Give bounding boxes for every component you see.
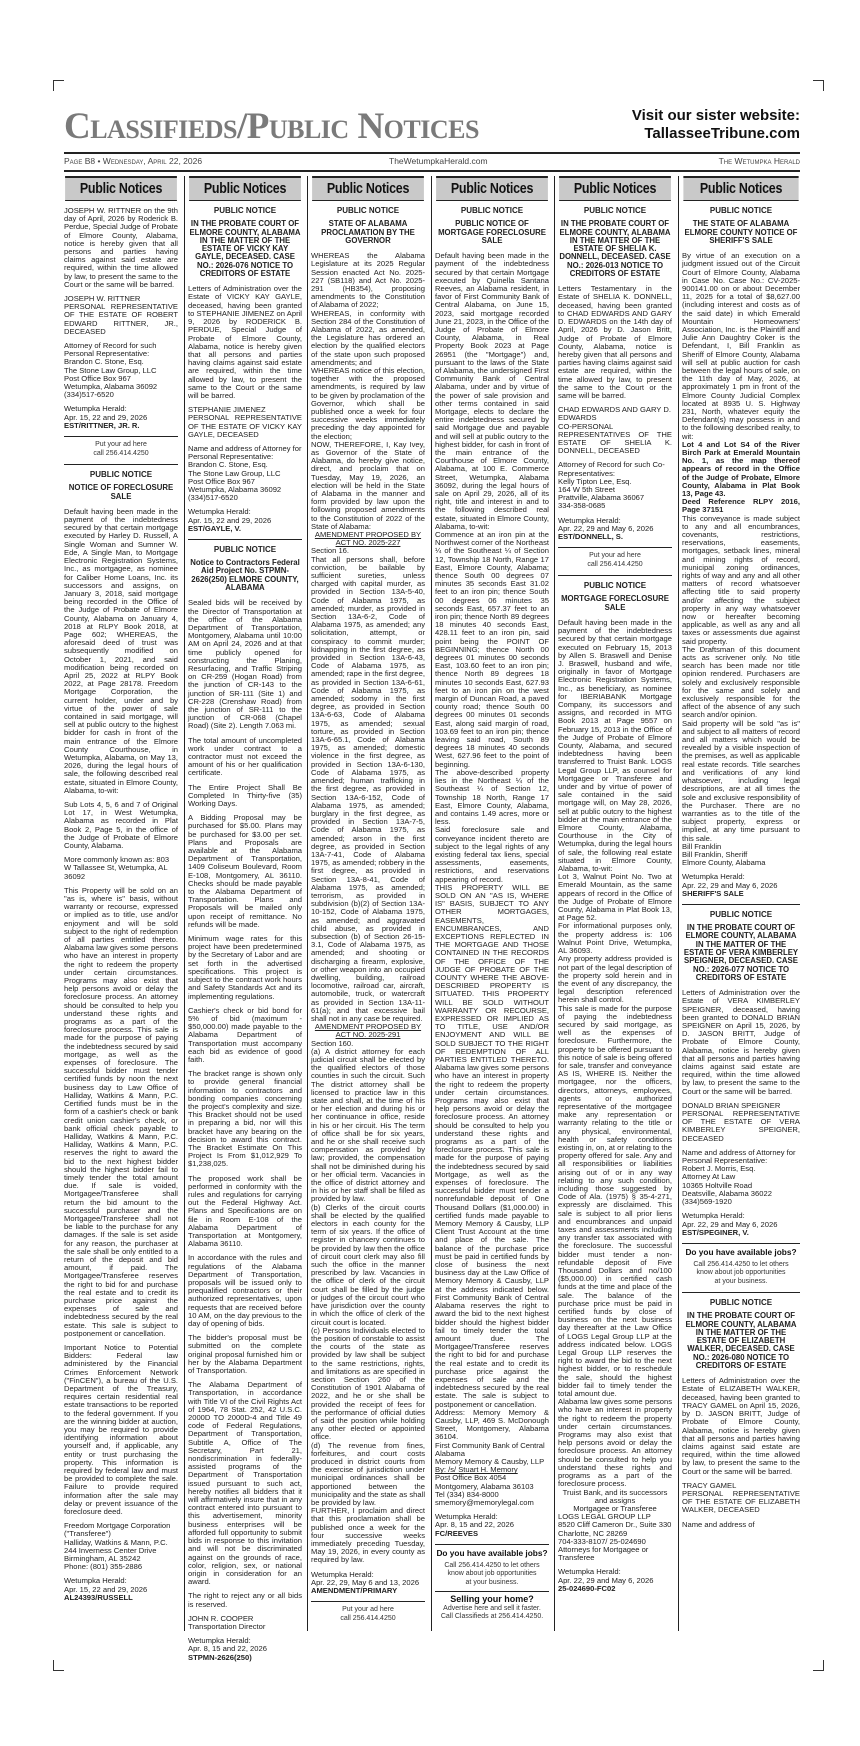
signature-line: Freedom Mortgage Corporation ("Transferee"): [64, 1521, 171, 1539]
notice-title: IN THE PROBATE COURT OF ELMORE COUNTY, ALABAMA IN THE MATTER OF THE ESTATE OF ELIZABETH WALKER, DECEASED. CASE NO.: 2026-080 NOTICE TO CREDITORS OF ESTATE: [685, 1311, 797, 1370]
publication-name: Wetumpka Herald:: [682, 1211, 745, 1221]
notice-body: (a) A district attorney for each judicial circuit shall be elected by the qualified electors of those counties in such the circuit. Such The district attorney shall be licensed to practice law in this state and shall, at the time of his or her election and during his or her continuance in office, reside in his or her circuit. His The term of office shall be for six years, and he or she shall receive such compensation as provided by law; provided, the compensation shall not be diminished during his or her official term. Vacancies in the office of district attorney and in his or her staff shall be filled as provided by law.: [311, 1046, 425, 1204]
notice-code: 25-024690-FC02: [558, 1583, 616, 1593]
put-your-ad-here-filler[interactable]: [558, 547, 672, 573]
signature-line: Bill Franklin: [682, 841, 722, 851]
publication-dates: Apr. 22, 29 and May 6, 2026: [682, 880, 778, 890]
attorney-name: Robert J. Morris, Esq.: [682, 1164, 756, 1174]
publication-dates: Apr. 15, 22 and 29, 2026: [188, 515, 272, 525]
attorney-block: [64, 342, 178, 399]
crop-mark-bottom-left: [53, 1660, 64, 1671]
selling-home-ad-filler[interactable]: [435, 1591, 549, 1626]
attorney-firm: The Stone Law Group, LLC: [64, 365, 157, 375]
notice-terms: THIS PROPERTY WILL BE SOLD ON AN "AS IS, WHERE IS" BASIS, SUBJECT TO ANY OTHER MORTGAGES, EASEMENTS, ENCUMBRANCES, AND EXCEPTIONS REFLECTED IN THE MORTGAGE AND THOSE CONTAINED IN THE RECORDS OF THE OFFICE OF THE JUDGE OF PROBATE OF THE COUNTY WHERE THE ABOVE-DESCRIBED PROPERTY IS SITUATED. THIS PROPERTY WILL BE SOLD WITHOUT WARRANTY OR RECOURSE, EXPRESSED OR IMPLIED AS TO TITLE, USE AND/OR ENJOYMENT AND WILL BE SOLD SUBJECT TO THE RIGHT OF REDEMPTION OF ALL PARTIES ENTITLED THERETO. Alabama law gives some persons who have an interest in property the right to redeem the property under certain circumstances. Programs may also exist that help persons avoid or delay the foreclosure process. An attorney should be consulted to help you understand these rights and programs as a part of the foreclosure process. This sale is made for the purpose of paying the indebtedness secured by said Mortgage, as well as the expenses of foreclosure. The successful bidder must tender a nonrefundable deposit of One Thousand Dollars ($1,000.00) in certified funds made payable to Memory Memory & Causby, LLP Client Trust Account at the time and place of the sale. The balance of the purchase price must be paid in certified funds by close of business the next business day at the Law Office of Memory Memory & Causby, LLP at the address indicated below. First Community Bank of Central Alabama reserves the right to award the bid to the next highest bidder should the highest bidder fail to timely tender the total amount due. The Mortgagee/Transferee reserves the right to bid for and purchase the real estate and to credit its purchase price against the expenses of sale and the indebtedness secured by the real estate. The sale is subject to postponement or cancellation.: [435, 882, 549, 1409]
sister-website-promo: [632, 107, 800, 143]
notice-legal-description: Lot 3, Walnut Point No. Two at Emerald Mountain, as the same appears of record in the Office of the Judge of Probate of Elmore County, Alabama in Plat Book 13, at Page 52.: [558, 872, 672, 923]
publication-name: Wetumpka Herald:: [64, 404, 127, 414]
notice-heading: PUBLIC NOTICE: [709, 1298, 773, 1307]
notice-columns: [64, 176, 800, 1662]
public-notices-header: Public Notices: [683, 176, 798, 201]
column-rule: [431, 176, 432, 1631]
notice-title: IN THE PROBATE COURT OF ELMORE COUNTY, ALABAMA IN THE MATTER OF THE ESTATE OF SHELIA K. DONNELL, DECEASED. CASE NO.: 2026-013 NOTICE TO CREDITORS OF ESTATE: [559, 219, 671, 278]
divider: [558, 575, 672, 576]
notice-property-address: More commonly known as: 803 W Tallassee St, Wetumpka, AL 36092: [64, 855, 170, 881]
notice-body: The bidder's proposal must be submitted on the complete original proposal furnished him or her by the Alabama Department of Transportation.: [188, 1333, 302, 1376]
attorney-firm: The Stone Law Group, LLC: [188, 468, 281, 478]
home-ad-line: Call Classifieds at 256.414.4250.: [440, 1613, 544, 1621]
ad-filler-phone: call 256.414.4250: [587, 560, 643, 568]
public-notices-header: Public Notices: [312, 176, 424, 201]
attorney-address: 164 W 5th Street: [558, 484, 615, 494]
notice-signature: [188, 406, 302, 439]
attorney-block: [188, 445, 302, 502]
notice-signature: [682, 1482, 800, 1515]
attorney-address: Post Office Box 967: [188, 476, 255, 486]
signature-line: Bill Franklin, Sheriff: [682, 849, 748, 859]
notice-title: IN THE PROBATE COURT OF ELMORE COUNTY, ALABAMA IN THE MATTER OF THE ESTATE OF VICKY KAY GAYLE, DECEASED. CASE NO.: 2026-076 NOTICE TO CREDITORS OF ESTATE: [189, 219, 301, 278]
folio-rule: [64, 170, 800, 172]
divider: [188, 539, 302, 540]
signature-line: Halliday, Watkins & Mann, P.C.: [64, 1537, 168, 1547]
signature-line: Montgomery, Alabama 36103: [435, 1481, 534, 1491]
deed-reference: Deed Reference RLPY 2016, Page 37151: [682, 497, 800, 515]
publication-info: [64, 1577, 178, 1602]
attorney-block: [682, 1149, 800, 1206]
attorney-phone: 334-358-0685: [558, 501, 606, 511]
notice-title: PUBLIC NOTICE OF MORTGAGE FORECLOSURE SALE: [438, 219, 546, 245]
signature-name: STEPHANIE JIMENEZ: [188, 405, 266, 415]
attorney-label: Name and address of Attorney for Personal Representative:: [682, 1147, 796, 1166]
notice-code: AMENDMENT/PRIMARY: [311, 1586, 398, 1595]
notice-legal-description: Lot 4 and Lot S4 of the River Birch Park at Emerald Mountain No. 1, as the map thereof appears of record in the Office of the Judge of Probate, Elmore County, Alabama in Plat Book 13, Page 43.: [682, 439, 800, 498]
notice-signature: [558, 406, 672, 455]
notice-body: JOSEPH W. RITTNER on the 9th day of April, 2026 by Roderick B. Perdue, Special Judge of Probate of Elmore County, Alabama, notice is hereby given that all persons and parties having claims against said estate are required, within the time allowed by law, to present the same to the Court or the same will be barred.: [64, 206, 178, 289]
notice-body: Said foreclosure sale and conveyance incident thereto are subject to the legal rights of any existing federal tax liens, special assessments, easements, restrictions, and reservations appearing of record.: [435, 825, 549, 884]
publication-name: Wetumpka Herald:: [558, 1567, 621, 1577]
column-rule: [184, 176, 185, 1631]
signature-line: Memory Memory & Causby, LLP: [435, 1456, 545, 1466]
signature-line: Phone: (801) 355-2886: [64, 1562, 143, 1572]
jobs-ad-line: Call 256.414.4250 to let others: [693, 1261, 789, 1269]
signature-line: First Community Bank of Central Alabama: [435, 1440, 545, 1458]
notice-signature: [188, 1615, 302, 1631]
website-url[interactable]: TheWetumpkaHerald.com: [389, 156, 488, 166]
divider: [682, 904, 800, 905]
jobs-ad-heading: Do you have available jobs?: [436, 1547, 548, 1558]
notice-body: (b) Clerks of the circuit courts shall be elected by the qualified electors in each county for the term of six years. If the office of register in chancery continues to be provided by law then the office of circuit court clerk may also fill such the office in the manner prescribed by law. Vacancies in the office of clerk of the circuit court shall be filled by the judge or judges of the circuit court who have jurisdiction over the county in which the office of clerk of the circuit court is located.: [311, 1202, 425, 1327]
notice-body: (c) Persons Individuals elected to the position of constable to assist the courts of the state as provided by law shall be subject to the same restrictions, rights, and limitations as are specified in section Section 260 of the Constitution of 1901 Alabama of 2022, and he or she shall be provided the receipt of fees for the performance of official duties of said the position while holding any other elected or appointed office.: [311, 1325, 425, 1442]
signature-line: Elmore County, Alabama: [682, 858, 766, 868]
ad-filler-phone: call 256.414.4250: [340, 1614, 396, 1622]
publication-dates: Apr. 22, 29 and May 6, 2026: [558, 1575, 654, 1585]
jobs-ad-filler[interactable]: [435, 1544, 549, 1591]
notice-body: Said property will be sold "as is" and subject to all matters of record and all matters which would be revealed by a visible inspection of the premises, as well as applicable real estate records. Title searches and verifications of any kind whatsoever, including legal descriptions, are at all times the sole and exclusive responsibility of the Purchaser. There are no warranties as to the title of the subject property, express or implied, at any time pursuant to this sale.: [682, 718, 800, 843]
publication-info: [435, 1513, 549, 1538]
put-your-ad-here-filler[interactable]: [64, 436, 178, 462]
notice-title: THE STATE OF ALABAMA ELMORE COUNTY NOTICE OF SHERIFF'S SALE: [684, 219, 798, 245]
notice-code: SHERIFF'S SALE: [682, 888, 744, 898]
notice-body: By virtue of an execution on a judgment issued out of the Circuit Court of Elmore County, Alabama in Case No. Case No.: CV-2025-900141.00 on or about December 11, 2025 for a total of $8,627.00 (including interest and costs as of the said date) in which Emerald Mountain Homeowners' Association, Inc. is the Plaintiff and Julie Ann Daughtry Coker is the Defendant, I, Bill Franklin as Sheriff of Elmore County, Alabama will sell at public auction for cash between the legal hours of sale, on the 11th day of May, 2026, at approximately 1 pm in front of the Elmore County Judicial Complex located at 8935 U. S. Highway 231, North, whatever equity the Defendant(s) may possess in and to the following described realty, to wit:: [682, 251, 800, 441]
notice-heading: PUBLIC NOTICE: [213, 206, 277, 215]
notice-body: The proposed work shall be performed in conformity with the rules and regulations for carrying out the Federal Highway Act. Plans and Specifications are on file in Room E-108 of the Alabama Department of Transportation at Montgomery, Alabama 36110.: [188, 1173, 302, 1249]
publication-info: [682, 873, 800, 898]
attorney-label: Name and address of: [682, 1519, 755, 1529]
column-rule: [678, 176, 679, 1631]
jobs-ad-heading: Do you have available jobs?: [685, 1246, 797, 1257]
publication-name: Wetumpka Herald:: [64, 1576, 127, 1586]
put-your-ad-here-filler[interactable]: [311, 1601, 425, 1627]
notice-legal-description: Commence at an iron pin at the Northwest corner of the Northeast ¼ of the Southeast ¼ of Section 12, Township 18 North, Range 17 East, Elmore County, Alabama; thence South 00 degrees 07 minutes 35 seconds East 31.02 feet to an iron pin; thence South 00 degrees 06 minutes 35 seconds East, 657.37 feet to an iron pin; thence North 89 degrees 18 minutes 40 seconds East, 428.11 feet to an iron pin, said point being the POINT OF BEGINNING; thence North 00 degrees 01 minutes 00 seconds East, 103.60 feet to an iron pin; thence North 89 degrees 18 minutes 10 seconds East, 627.93 feet to an iron pin on the west margin of Duncan Road, a paved county road; thence South 00 degrees 00 minutes 01 seconds East, along said margin of road, 103.69 feet to an iron pin; thence leaving said road, South 89 degrees 18 minutes 40 seconds West, 627.96 feet to the point of beginning.: [435, 530, 549, 769]
divider: [64, 464, 178, 465]
signature-line: Truist Bank, and its successors and assigns: [562, 1487, 668, 1505]
attorney-label: Name and address of Attorney for Personal Representative:: [188, 443, 302, 462]
jobs-ad-line: at your business.: [465, 1578, 519, 1586]
attorney-city: Deatsville, Alabama 36022: [682, 1188, 772, 1198]
section-number: Section 160.: [311, 1038, 354, 1048]
paper-name: The Wetumpka Herald: [718, 156, 800, 166]
notice-signature: [682, 843, 800, 868]
notice-body: Default having been made in the payment of the indebtedness secured by that certain mortgage executed on February 15, 2013 by Allen S. Braswell and Denise J. Braswell, husband and wife, originally in favor of Mortgage Electronic Registration Systems, Inc., as beneficiary, as nominee for IBERIABANK Mortgage Company, its successors and assigns, and recorded in MTG Book 2013 at Page 9557 on February 15, 2013 in the Office of the Judge of Probate of Elmore County, Alabama, and secured indebtedness having been transferred to Truist Bank. LOGS Legal Group LLP, as counsel for Mortgagee or Transferee and under and by virtue of power of sale contained in the said mortgage will, on May 28, 2026, sell at public outcry to the highest bidder at the main entrance of the Elmore County, Alabama, Courthouse in the City of Wetumpka, during the legal hours of sale, the following real estate situated in Elmore County, Alabama, to-wit:: [558, 617, 672, 874]
notice-signature: [558, 1489, 672, 1563]
column-1: [64, 176, 178, 1646]
publication-info: [188, 508, 302, 533]
publication-dates: Apr. 15, 22 and 29, 2026: [64, 412, 148, 422]
notice-body: Letters of Administration over the Estate of ELIZABETH WALKER, deceased, having been granted to TRACY GAMEL on April 15, 2026, by D. JASON BRITT, Judge of Probate of Elmore County, Alabama, notice is hereby given that all persons and parties having claims against said estate are required, within the time allowed by law, to present the same to the Court or the same will be barred.: [682, 1376, 800, 1476]
notice-legal-description: Sub Lots 4, 5, 6 and 7 of Original Lot 17, in West Wetumpka, Alabama as recorded in Plat Book 2, Page 5, in the office of the Judge of Probate of Elmore County, Alabama.: [64, 799, 178, 850]
notice-body: WHEREAS notice of this election, together with the proposed amendments, is required by law to be given by proclamation of the Governor, which shall be published once a week for four successive weeks immediately preceding the day appointed for the election;: [311, 365, 425, 441]
notice-heading: PUBLIC NOTICE: [709, 909, 773, 919]
notice-rittner-estate: [64, 207, 178, 430]
attorney-name: Brandon C. Stone, Esq.: [64, 357, 144, 367]
notice-body: Minimum wage rates for this project have been predetermined by the Secretary of Labor and are set forth in the advertised specifications. This project is subject to the contract work hours and Safety Standards Act and its implementing regulations.: [188, 934, 302, 1001]
notice-walker-estate: [682, 1299, 800, 1529]
attorney-block: [558, 461, 672, 510]
page-and-date: Page B8 • Wednesday, April 22, 2026: [64, 156, 203, 166]
attorney-phone: (334)517-6520: [64, 390, 114, 400]
notice-body: The Alabama Department of Transportation, in accordance with Title VI of the Civil Rights Act of 1964, 78 Stat. 252, 42 U.S.C. 2000D TO 2000D-4 and Title 49 code of Federal Regulations, Department of Transportation, Subtitle A, Office of The Secretary, Part 21, nondiscrimination in federally-assisted programs of the Department of Transportation issued pursuant to such act, hereby notifies all bidders that it will affirmatively insure that in any contract entered into pursuant to this advertisement, minority business enterprises will be afforded full opportunity to submit bids in response to this invitation and will not be discriminated against on the grounds of race, color, religion, sex, or national origin in consideration for an award.: [188, 1380, 302, 1587]
publication-name: Wetumpka Herald:: [188, 1636, 251, 1646]
notice-signature: [682, 1102, 800, 1143]
publication-dates: Apr. 22, 29, May 6 and 13, 2026: [311, 1577, 420, 1587]
public-notices-header: Public Notices: [65, 176, 177, 201]
signature-line: Post Office Box 4054: [435, 1473, 507, 1483]
notice-heading: PUBLIC NOTICE: [460, 206, 524, 215]
signature-line: LOGS LEGAL GROUP LLP: [558, 1512, 651, 1522]
column-5: [558, 176, 672, 1646]
column-rule: [307, 176, 308, 1631]
notice-address: Address: Memory Memory & Causby, LLP, 469 S. McDonough Street, Montgomery, Alabama 36104.: [435, 1407, 549, 1442]
attorney-city: Wetumpka, Alabama 36092: [188, 484, 282, 494]
column-3: [311, 176, 425, 1646]
publication-dates: Apr. 8, 15 and 22, 2026: [435, 1520, 514, 1530]
section-number: Section 16.: [311, 546, 349, 556]
jobs-ad-line: Call 256.414.4250 to let others: [444, 1561, 540, 1569]
signature-phone: 704-333-8107/ 25-024690: [558, 1536, 646, 1546]
publication-dates: Apr. 22, 29 and May 6, 2026: [682, 1219, 778, 1229]
notice-code: EST/SPEGINER, V.: [682, 1227, 749, 1237]
notice-code: AL24393/RUSSELL: [64, 1592, 133, 1602]
notice-reeves-foreclosure: [435, 207, 549, 1538]
jobs-ad-line: know about job opportunities: [447, 1570, 537, 1578]
notice-gayle-estate: [188, 207, 302, 533]
signature-line: 8520 Cliff Cameron Dr., Suite 330: [558, 1520, 672, 1530]
notice-body: Default having been made in the payment of the indebtedness secured by that certain Mortgage executed by Quinella Santana Reeves, an Alabama resident, in favor of First Community Bank of Central Alabama, on June 15, 2023, said mortgage recorded June 21, 2023, in the Office of the Judge of Probate of Elmore County, Alabama, in Real Property Book 2023 at Page 26951 (the "Mortgage") and, pursuant to the laws of the State of Alabama, the undersigned First Community Bank of Central Alabama, under and by virtue of the power of sale provision and other terms contained in said Mortgage, elects to declare the entire indebtedness secured by said Mortgage due and payable and will sell at public outcry to the highest bidder, for cash in front of the main entrance of the Courthouse of Elmore County, Alabama, at 100 E. Commerce Street, Wetumpka, Alabama 36092, during the legal hours of sale on April 29, 2026, all of its right, title and interest in and to the following described real estate, situated in Elmore County, Alabama, to-wit:: [435, 251, 549, 531]
notice-body: In accordance with the rules and regulations of the Alabama Department of Transportation, proposals will be issued only to prequalified contractors or their authorized representatives, upon requests that are received before 10 AM, on the day previous to the day of opening of bids.: [188, 1253, 302, 1329]
notice-property-address: For informational purposes only, the property address is: 106 Walnut Point Drive, Wetumpka, AL 36093.: [558, 921, 672, 956]
home-ad-heading: Selling your home?: [450, 1593, 534, 1604]
column-6: [682, 176, 800, 1646]
notice-code: FC/REEVES: [435, 1528, 479, 1538]
signature-title: Transportation Director: [188, 1621, 266, 1631]
jobs-ad-line: at your business.: [714, 1277, 768, 1285]
notice-governor-proclamation: [311, 207, 425, 1595]
attorney-phone: (334)517-6520: [188, 493, 238, 503]
signature-name: CHAD EDWARDS AND GARY D. EDWARDS: [558, 405, 671, 423]
publication-dates: Apr. 15, 22 and 29, 2026: [64, 1584, 148, 1594]
notice-speigner-estate: [682, 911, 800, 1237]
publication-dates: Apr. 8, 15 and 22, 2026: [188, 1644, 267, 1654]
column-rule: [554, 176, 555, 1631]
publication-name: Wetumpka Herald:: [435, 1512, 498, 1522]
notice-heading: PUBLIC NOTICE: [213, 544, 277, 554]
notice-signature: [64, 1522, 178, 1571]
signature-name: JOHN R. COOPER: [188, 1613, 254, 1623]
sister-website-label: Visit our sister website:: [631, 107, 800, 124]
notice-terms: This Property will be sold on an "as is, where is" basis, without warranty or recourse, expressed or implied as to title, use and/or enjoyment and will be sold subject to the right of redemption of all parties entitled thereto. Alabama law gives some persons who have an interest in property the right to redeem the property under certain circumstances. Programs may also exist that help persons avoid or delay the foreclosure process. An attorney should be consulted to help you understand these rights and programs as a part of the foreclosure process. This sale is made for the purpose of paying the indebtedness secured by said mortgage, as well as the expenses of foreclosure. The successful bidder must tender certified funds by noon the next business day to Law Office of Halliday, Watkins & Mann, P.C. Certified funds must be in the form of a cashier's check or bank credit union cashier's check, or bank official check payable to Halliday, Watkins & Mann, P.C. Halliday, Watkins & Mann, P.C. reserves the right to award the bid to the next highest bidder should the highest bidder fail to timely tender the total amount due. If sale is voided, Mortgagee/Transferee shall return the bid amount to the successful purchaser and the Mortgagee/Transferee shall not be liable to the purchase for any damages. If the sale is set aside for any reason, the purchaser at the sale shall be only entitled to a return of the deposit and bid amount, if paid. The Mortgagee/Transferee reserves the right to bid for and purchase the real estate and to credit its purchase price against the expenses of sale and indebtedness secured by the real estate. This sale is subject to postponement or cancellation.: [64, 885, 178, 1338]
notice-body: WHEREAS the Alabama Legislature at its 2025 Regular Session enacted Act No. 2025-227 (SB118) and Act No. 2025-291 (HB354), proposing amendments to the Constitution of Alabama of 2022;: [311, 251, 425, 310]
signature-name: DONALD BRIAN SPEIGNER: [682, 1100, 781, 1110]
signature-title: PERSONAL REPRESENTATIVE OF THE ESTATE OF VICKY KAY GAYLE, DECEASED: [188, 413, 302, 439]
notice-title: NOTICE OF FORECLOSURE SALE: [68, 483, 174, 501]
signature-email[interactable]: smemory@memorylegal.com: [435, 1497, 534, 1507]
notice-body: The right to reject any or all bids is reserved.: [188, 1591, 302, 1609]
signature-line: 244 Inverness Center Drive: [64, 1545, 157, 1555]
notice-body: FURTHER, I proclaim and direct that this proclamation shall be published once a week for the four successive weeks immediately preceding Tuesday, May 19, 2026, in every county as required by law.: [311, 1506, 425, 1565]
attorney-block: [682, 1521, 800, 1529]
crop-mark-bottom-right: [813, 1660, 824, 1671]
publication-dates: Apr. 22, 29 and May 6, 2026: [558, 523, 654, 533]
signature-line: Charlotte, NC 28269: [558, 1528, 628, 1538]
notice-heading: PUBLIC NOTICE: [89, 470, 153, 480]
signature-name: TRACY GAMEL: [682, 1480, 737, 1490]
notice-body: WHEREAS, in conformity with Section 284 of the Constitution of Alabama of 2022, as amended, the Legislature has ordered an election by the qualified electors of the state upon such proposed amendments; and: [311, 308, 425, 367]
notice-body: Sealed bids will be received by the Director of Transportation at the office of the Alabama Department of Transportation, Montgomery, Alabama until 10:00 AM on April 24, 2026 and at that time publicly opened for constructing the Planing, Resurfacing, and Traffic Striping on CR-259 (Hogan Road) from the junction of CR-143 to the junction of SR-111 (Site 1) and CR-228 (Crenshaw Road) from the junction of SR-111 to the junction of CR-068 (Chapel Road) (Site 2). Length 7.063 mi.: [188, 598, 302, 731]
notice-title: Notice to Contractors Federal Aid Project No. STPMN-2626(250) ELMORE COUNTY, ALABAMA: [190, 558, 300, 593]
ad-filler-line1: Put your ad here: [342, 1606, 394, 1614]
column-2: [188, 176, 302, 1662]
notice-heading: PUBLIC NOTICE: [336, 206, 400, 215]
notice-contractors-bid: [188, 546, 302, 1662]
attorney-address: Post Office Box 967: [64, 373, 131, 383]
jobs-ad-filler[interactable]: [682, 1243, 800, 1290]
attorney-phone: (334)569-1920: [682, 1197, 732, 1207]
attorney-label: Attorney of Record for such Personal Representative:: [64, 341, 157, 359]
notice-body: The Entire Project Shall Be Completed In Thirty-five (35) Working Days.: [188, 782, 302, 809]
notice-body: (d) The revenue from fines, forfeitures, and court costs produced in district courts from the exercise of jurisdiction under municipal ordinances shall be apportioned between the municipality and the state as shall be provided by law.: [311, 1440, 425, 1507]
notice-title: STATE OF ALABAMA PROCLAMATION BY THE GOVERNOR: [321, 219, 415, 245]
signature-line: Birmingham, AL 35242: [64, 1554, 141, 1564]
signature-line: Attorneys for Mortgagee or Transferee: [558, 1544, 649, 1563]
attorney-title: Attorney At Law: [682, 1172, 736, 1182]
folio-line: [64, 154, 800, 168]
publication-info: [64, 405, 178, 430]
publication-name: Wetumpka Herald:: [682, 872, 745, 882]
crop-mark-top-right: [813, 80, 824, 91]
notice-sheriffs-sale: [682, 207, 800, 898]
publication-info: [188, 1637, 302, 1662]
attorney-name: Kelly Tipton Lee, Esq.: [558, 476, 632, 486]
attorney-city: Wetumpka, Alabama 36092: [64, 382, 158, 392]
notice-russell-foreclosure: [64, 471, 178, 1602]
notice-donnell-estate: [558, 207, 672, 541]
attorney-address: 10365 Holtville Road: [682, 1180, 753, 1190]
signature-title: CO-PERSONAL REPRESENTATIVES OF THE ESTATE OF SHELIA K. DONNELL, DECEASED: [558, 421, 672, 456]
publication-name: Wetumpka Herald:: [188, 507, 251, 517]
signature-title: PERSONAL REPRESENTATIVE OF THE ESTATE OF VERA KIMBERLEY SPEIGNER, DECEASED: [682, 1109, 800, 1143]
publication-info: [311, 1571, 425, 1596]
attorney-label: Attorney of Record for such Co- Representatives:: [558, 460, 665, 478]
amendment-heading: AMENDMENT PROPOSED BY ACT NO. 2025-227: [314, 530, 422, 548]
notice-braswell-foreclosure: [558, 582, 672, 1593]
notice-terms: This sale is made for the purpose of paying the indebtedness secured by said mortgage, as well as the expenses of foreclosure. Furthermore, the property to be offered pursuant to this notice of sale is being offered for sale, transfer and conveyance AS IS, WHERE IS. Neither the mortgagee, nor the officers, directors, attorneys, employees, agents or authorized representative of the mortgagee make any representation or warranty relating to the title or any physical, environmental, health or safety conditions existing in, on, at or relating to the property offered for sale. Any and all responsibilities or liabilities arising out of or in any way relating to any such condition, including those suggested by Code of Ala. (1975) § 35-4-271, expressly are disclaimed. This sale is subject to all prior liens and encumbrances and unpaid taxes and assessments including any transfer tax associated with the foreclosure. The successful bidder must tender a non-refundable deposit of Five Thousand Dollars and no/100 ($5,000.00) in certified cash funds at the time and place of the sale. The balance of the purchase price must be paid in certified funds by close of business on the next business day thereafter at the Law Office of LOGS Legal Group LLP at the address indicated below. LOGS Legal Group LLP reserves the right to award the bid to the next highest bidder, or to reschedule the sale, should the highest bidder fail to timely tender the total amount due.: [558, 1003, 672, 1399]
publication-name: Wetumpka Herald:: [558, 515, 621, 525]
notice-code: EST/RITTNER, JR. R.: [64, 420, 140, 430]
publication-info: [558, 517, 672, 542]
notice-body: Alabama law gives some persons who have an interest in property the right to redeem the property under certain circumstances. Programs may also exist that help persons avoid or delay the foreclosure process. An attorney should be consulted to help you understand these rights and programs as a part of the foreclosure process.: [558, 1397, 672, 1489]
notice-title: IN THE PROBATE COURT OF ELMORE COUNTY, ALABAMA IN THE MATTER OF THE ESTATE OF VERA KIMBERLEY SPEIGNER, DECEASED. CASE NO.: 2026-077 NOTICE TO CREDITORS OF ESTATE: [683, 923, 799, 982]
signature-phone: Tel (334) 834-8000: [435, 1489, 499, 1499]
notice-body: The Draftsman of this document acts as scrivener only. No title search has been made nor title opinion rendered. Purchasers are solely and exclusively responsible for the same and solely and exclusively responsible for the affect of the absence of any such search and/or opinion.: [682, 644, 800, 720]
amendment-heading: AMENDMENT PROPOSED BY ACT NO. 2025-291: [314, 1022, 422, 1040]
publication-name: Wetumpka Herald:: [311, 1569, 374, 1579]
notice-body: Letters of Administration over the Estate of VERA KIMBERLEY SPEIGNER, deceased, having been granted to DONALD BRIAN SPEIGNER on April 15, 2026, by D. JASON BRITT, Judge of Probate of Elmore County, Alabama, notice is hereby given that all persons and parties having claims against said estate are required, within the time allowed by law, to present the same to the Court or the same will be barred.: [682, 988, 800, 1096]
attorney-city: Prattville, Alabama 36067: [558, 493, 645, 503]
signature-title: PERSONAL REPRESENTATIVE OF THE ESTATE OF ROBERT EDWARD RITTNER, JR., DECEASED: [64, 302, 178, 336]
publication-info: [682, 1212, 800, 1237]
notice-body: The total amount of uncompleted work under contract to a contractor must not exceed the amount of his or her qualification certificate.: [188, 735, 302, 778]
notice-heading: PUBLIC NOTICE: [583, 206, 647, 215]
notice-code: STPMN-2626(250): [188, 1652, 252, 1662]
ad-filler-phone: call 256.414.4250: [93, 449, 149, 457]
masthead: [64, 107, 800, 147]
notice-code: EST/GAYLE, V.: [188, 523, 242, 533]
jobs-ad-line: know about job opportunities: [696, 1269, 786, 1277]
notice-body: Any property address provided is not part of the legal description of the property sold herein and in the event of any discrepancy, the legal description referenced herein shall control.: [558, 954, 672, 1005]
public-notices-header: Public Notices: [189, 176, 301, 201]
signature-name: JOSEPH W. RITTNER: [64, 294, 141, 304]
public-notices-header: Public Notices: [559, 176, 671, 201]
signature-title: PERSONAL REPRESENTATIVE OF THE ESTATE OF ELIZABETH WALKER, DECEASED: [682, 1488, 800, 1515]
notice-body: Letters of Administration over the Estate of VICKY KAY GAYLE, deceased, having been granted to STEPHANIE JIMENEZ on April 9, 2026 by RODERICK B. PERDUE, Special Judge of Probate of Elmore County, Alabama, notice is hereby given that all persons and parties having claims against said estate are required, within the time allowed by law, to present the same to the Court or the same will be barred.: [188, 284, 302, 400]
notice-title: MORTGAGE FORECLOSURE SALE: [561, 594, 669, 612]
public-notices-header: Public Notices: [436, 176, 548, 201]
crop-mark-top-left: [53, 80, 64, 91]
signature-line: Mortgagee or Transferee: [573, 1503, 657, 1513]
ad-filler-line1: Put your ad here: [589, 552, 641, 560]
attorney-name: Brandon C. Stone, Esq.: [188, 460, 268, 470]
notice-body: Cashier's check or bid bond for 5% of bid (maximum - $50,000.00) made payable to the Alabama Department of Transportation must accompany each bid as evidence of good faith.: [188, 1005, 302, 1064]
notice-body: NOW, THEREFORE, I, Kay Ivey, as Governor of the State of Alabama, do hereby give notice, direct, and proclaim that on Tuesday, May 19, 2026, an election will be held in the State of Alabama in the manner and form provided by law upon the following proposed amendments to the Constitution of 2022 of the State of Alabama:: [311, 439, 425, 531]
ad-filler-line1: Put your ad here: [95, 441, 147, 449]
notice-code: EST/DONNELL, S.: [558, 531, 623, 541]
home-ad-line: Advertise here and sell it faster.: [443, 1605, 541, 1613]
notice-body: That all persons shall, before conviction, be bailable by sufficient sureties, unless charged with capital murder, as provided in Section 13A-5-40, Code of Alabama 1975, as amended; murder, as provided in Section 13A-6-2, Code of Alabama 1975, as amended; any solicitation, attempt, or conspiracy to commit murder; kidnapping in the first degree, as provided in Section 13A-6-43, Code of Alabama 1975, as amended; rape in the first degree, as provided in Section 13A-6-61, Code of Alabama 1975, as amended; sodomy in the first degree, as provided in Section 13A-6-63, Code of Alabama 1975, as amended; sexual torture, as provided in Section 13A-6-65.1, Code of Alabama 1975, as amended; domestic violence in the first degree, as provided in Section 13A-6-130, Code of Alabama 1975, as amended; human trafficking in the first degree, as provided in Section 13A-6-152, Code of Alabama 1975, as amended; burglary in the first degree, as provided in Section 13A-7-5, Code of Alabama 1975, as amended; arson in the first degree, as provided in Section 13A-7-41, Code of Alabama 1975, as amended; robbery in the first degree, as provided in Section 13A-8-41, Code of Alabama 1975, as amended; terrorism, as provided in subdivision (b)(2) of Section 13A-10-152, Code of Alabama 1975, as amended; and aggravated child abuse, as provided in subsection (b) of Section 26-15-3.1, Code of Alabama 1975, as amended; and shooting or discharging a firearm, explosive, or other weapon into an occupied dwelling, building, railroad locomotive, railroad car, aircraft, automobile, truck, or watercraft as provided in Section 13A-11-61(a); and that excessive bail shall not in any case be required.: [311, 554, 425, 1023]
notice-signature: [64, 295, 178, 336]
section-title: Classifieds/Public Notices: [64, 106, 479, 147]
signature-line: By: /s/ Stuart H. Memory: [435, 1465, 518, 1475]
notice-signature: [435, 1442, 549, 1508]
publication-info: [558, 1568, 672, 1593]
notice-bidder-warning: Important Notice to Potential Bidders: Federal law administered by the Financial Crimes Enforcement Network ("FinCEN"), a bureau of the U.S. Department of the Treasury, requires certain residential real estate transactions to be reported to the federal government. If you are the winning bidder at auction, you may be required to provide identifying information about yourself and, if applicable, any entity or trust purchasing the property. This information is required by federal law and must be provided to complete the sale. Failure to provide required information after the sale may delay or prevent issuance of the foreclosure deed.: [64, 1342, 178, 1517]
notice-heading: PUBLIC NOTICE: [709, 206, 773, 215]
notice-body: This conveyance is made subject to any and all encumbrances, covenants, restrictions, reservations, easements, mortgages, setback lines, mineral and mining rights of record, municipal zoning ordinances, rights of way and any and all other matters of record whatsoever affecting title to said property and/or affecting the subject property in any way whatsoever now or hereafter becoming applicable, as well as any and all taxes or assessments due against said property.: [682, 513, 800, 646]
notice-body: Default having been made in the payment of the indebtedness secured by that certain mortgage executed by Harley D. Russell, A Single Woman and Sumner W. Ede, A Single Man, to Mortgage Electronic Registration Systems, Inc., as mortgagee, as nominee for Caliber Home Loans, Inc. its successors and assigns, on January 3, 2018, said mortgage being recorded in the Office of the Judge of Probate of Elmore County, Alabama on January 4, 2018 at RLPY Book 2018, at Page 602; WHEREAS, the aforesaid deed of trust was subsequently modified on October 1, 2021, and said modification being recorded on April 25, 2022 at RLPY Book 2022, at Page 28178. Freedom Mortgage Corporation, the current holder, under and by virtue of the power of sale contained in said mortgage, will sell at public outcry to the highest bidder for cash in front of the main entrance of the Elmore County Courthouse, in Wetumpka, Alabama, on May 13, 2026, during the legal hours of sale, the following described real estate, situated in Elmore County, Alabama, to-wit:: [64, 506, 178, 795]
notice-body: Letters Testamentary in the Estate of SHELIA K. DONNELL, deceased, having been granted to CHAD EDWARDS AND GARY D. EDWARDS on the 14th day of April, 2026 by D. Jason Britt, Judge of Probate of Elmore County, Alabama, notice is hereby given that all persons and parties having claims against said estate are required, within the time allowed by law, to present the same to the Court or the same will be barred.: [558, 284, 672, 400]
column-4: [435, 176, 549, 1646]
notice-body: The above-described property lies in the Northeast ¼ of the Southeast ¼ of Section 12, Township 18 North, Range 17 East, Elmore County, Alabama, and contains 1.49 acres, more or less.: [435, 767, 549, 827]
notice-body: A Bidding Proposal may be purchased for $5.00. Plans may be purchased for $3.00 per set. Plans and Proposals are available at the Alabama Department of Transportation, 1409 Coliseum Boulevard, Room E-108, Montgomery, AL 36110. Checks should be made payable to the Alabama Department of Transportation. Plans and Proposals will be mailed only upon receipt of remittance. No refunds will be made.: [188, 813, 302, 929]
notice-heading: PUBLIC NOTICE: [583, 581, 647, 591]
notice-body: The bracket range is shown only to provide general financial information to contractors and bonding companies concerning the project's complexity and size. This Bracket should not be used in preparing a bid, nor will this bracket have any bearing on the decision to award this contract. The Bracket Estimate On This Project Is From $1,012,929 To $1,238,025.: [188, 1069, 302, 1169]
sister-website-link[interactable]: TallasseeTribune.com: [644, 125, 800, 142]
divider: [682, 1292, 800, 1293]
